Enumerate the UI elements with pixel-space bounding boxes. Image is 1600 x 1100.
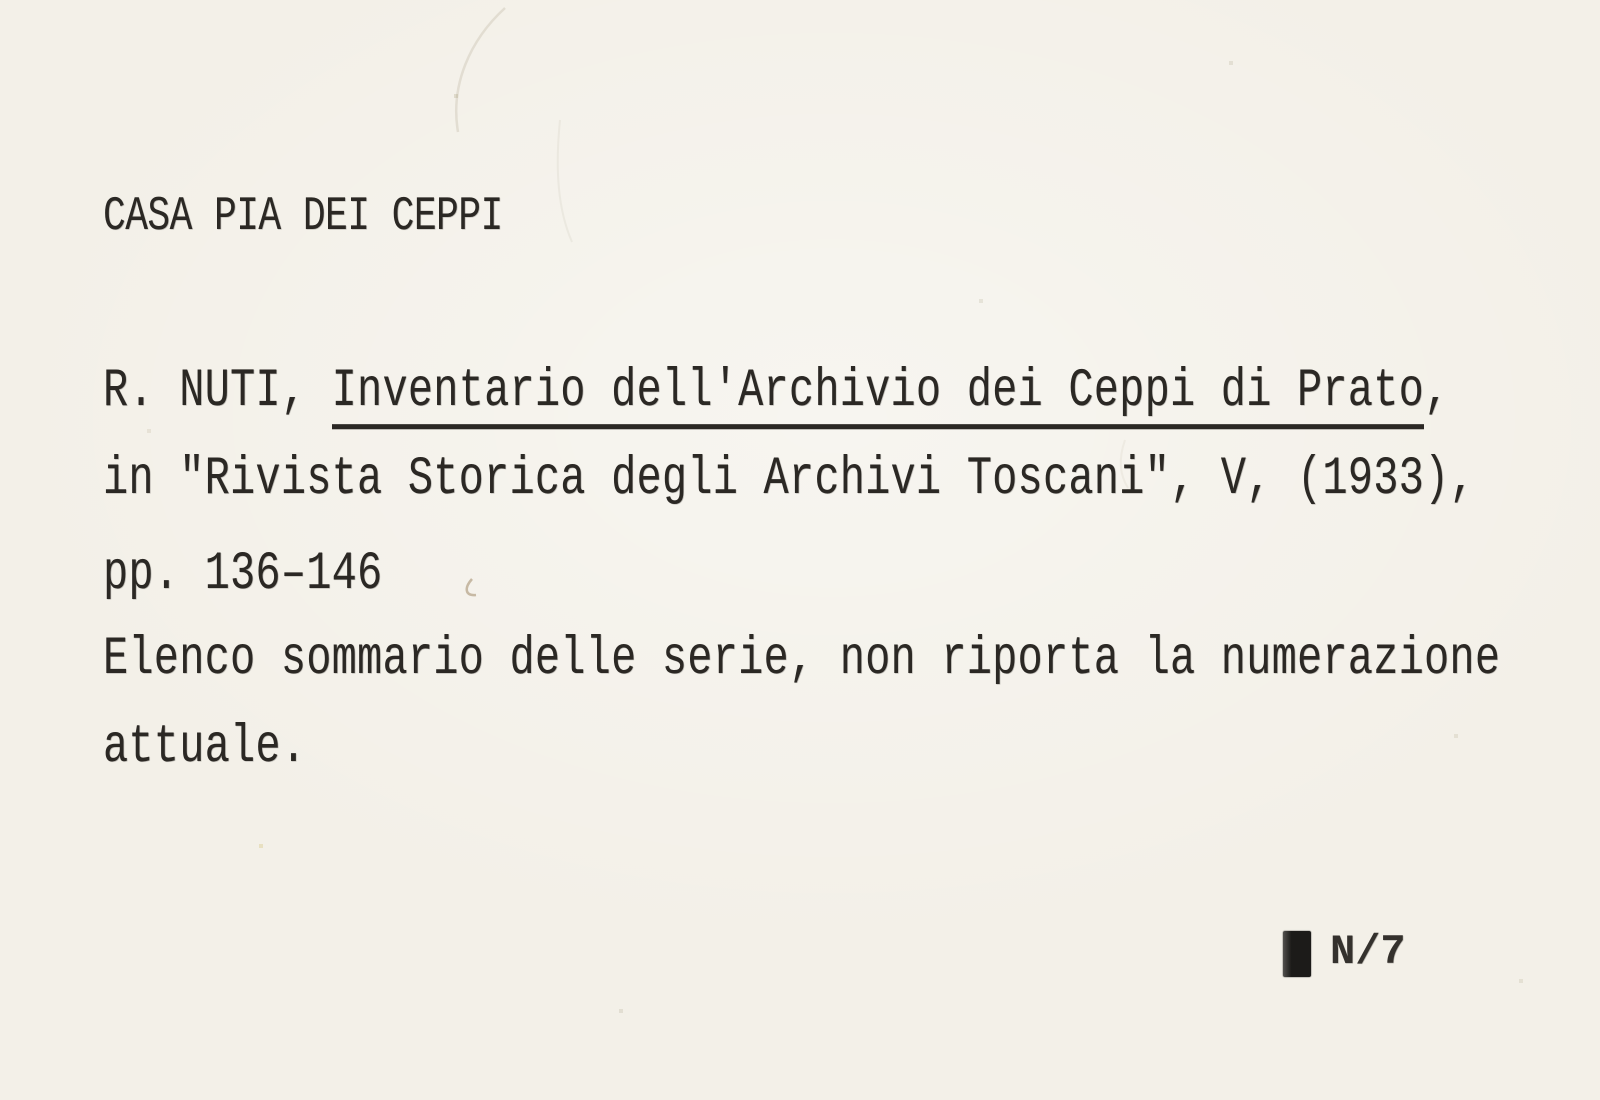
citation-author: R. NUTI, — [103, 360, 332, 422]
citation-line-1 — [103, 360, 1450, 422]
citation-line-2: in "Rivista Storica degli Archivi Toscani", V, (1933), — [103, 448, 1475, 510]
card-heading: CASA PIA DEI CEPPI — [103, 189, 503, 245]
shelfmark-text: N/7 — [1330, 928, 1406, 976]
ink-block-mark — [1283, 931, 1311, 977]
note-line-2: attuale. — [103, 716, 307, 778]
citation-title: Inventario dell'Archivio dei Ceppi di Prato — [332, 360, 1424, 429]
note-line-1: Elenco sommario delle serie, non riporta la numerazione — [103, 628, 1501, 690]
citation-title-comma: , — [1424, 360, 1450, 422]
paper-specks — [0, 0, 2, 2]
citation-pages: pp. 136–146 — [103, 543, 383, 605]
